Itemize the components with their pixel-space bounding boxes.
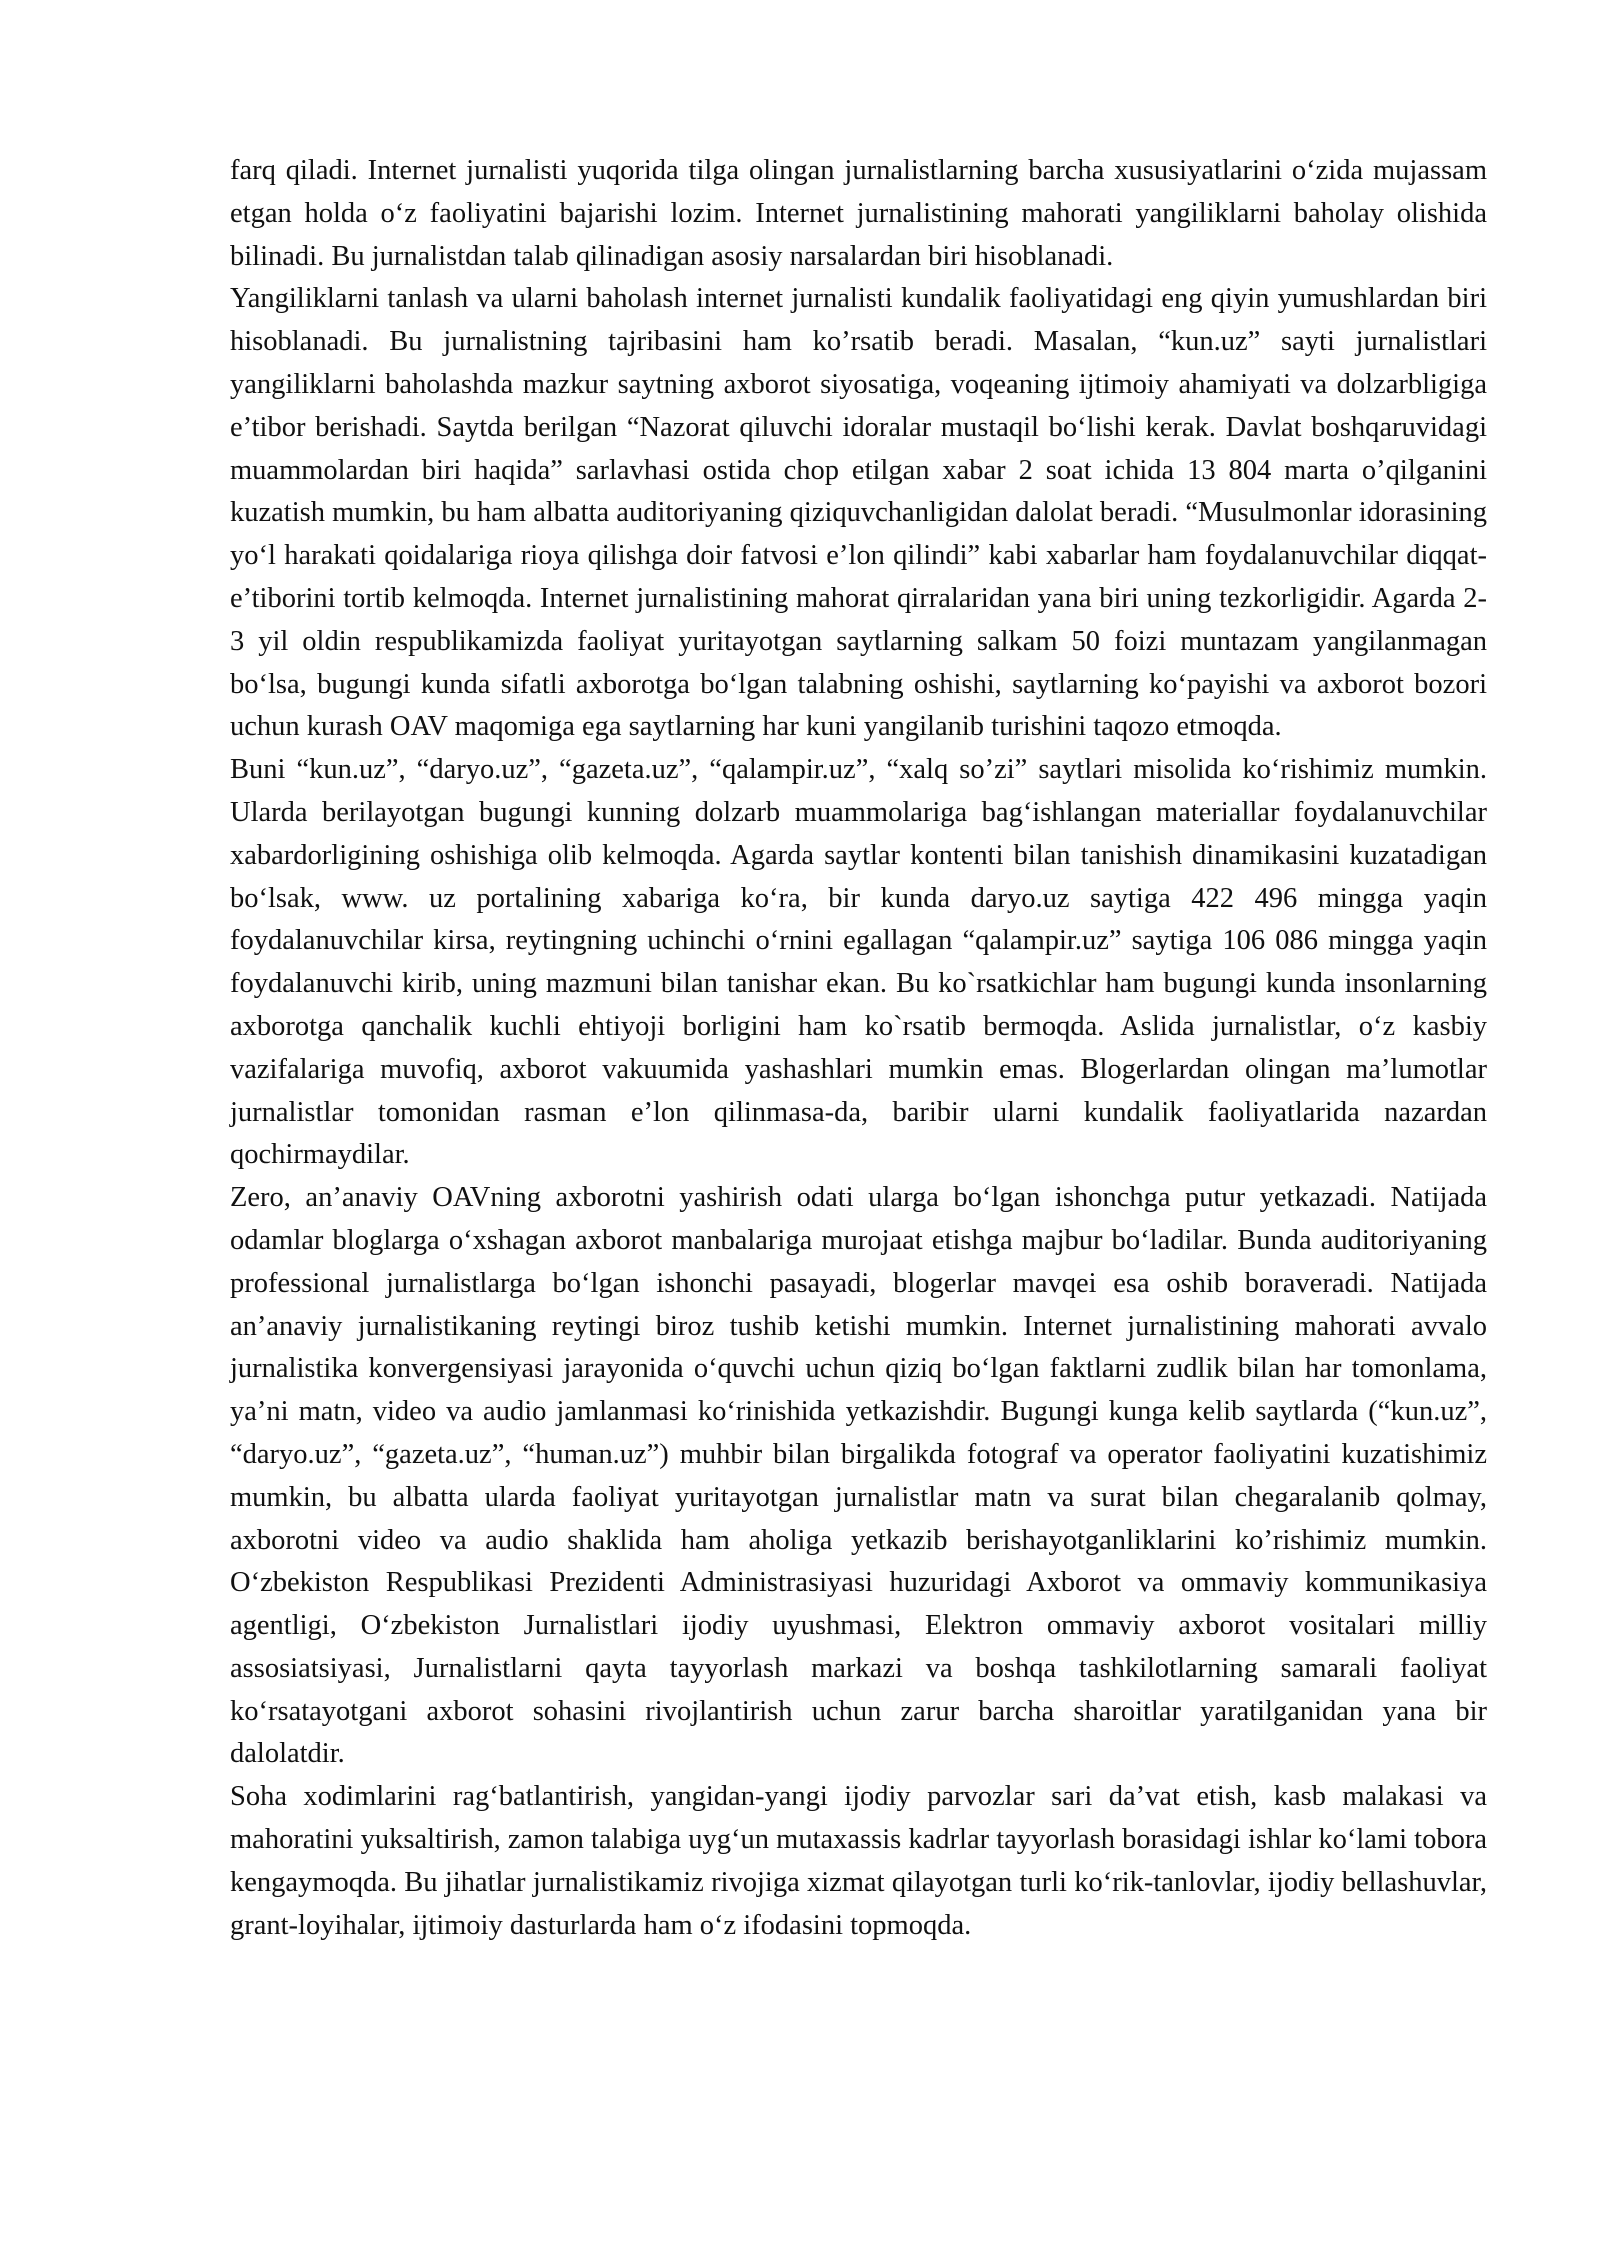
document-page: [230, 150, 1487, 1947]
paragraph-3: Buni “kun.uz”, “daryo.uz”, “gazeta.uz”, “qalampir.uz”, “xalq so’zi” saytlari misolida koʻrishimiz mumkin. Ularda berilayotgan bugungi kunning dolzarb muammolariga bagʻishlangan materiallar foydalanuvchilar xabardorligining oshishiga olib kelmoqda. Agarda saytlar kontenti bilan tanishish dinamikasini kuzatadigan boʻlsak, www. uz portalining xabariga koʻra, bir kunda daryo.uz saytiga 422 496 mingga yaqin foydalanuvchilar kirsa, reytingning uchinchi oʻrnini egallagan “qalampir.uz” saytiga 106 086 mingga yaqin foydalanuvchi kirib, uning mazmuni bilan tanishar ekan. Bu ko`rsatkichlar ham bugungi kunda insonlarning axborotga qanchalik kuchli ehtiyoji borligini ham ko`rsatib bermoqda. Aslida jurnalistlar, oʻz kasbiy vazifalariga muvofiq, axborot vakuumida yashashlari mumkin emas. Blogerlardan olingan ma’lumotlar jurnalistlar tomonidan rasman e’lon qilinmasa-da, baribir ularni kundalik faoliyatlarida nazardan qochirmaydilar.: [230, 754, 1487, 1171]
paragraph-5: Soha xodimlarini ragʻbatlantirish, yangidan-yangi ijodiy parvozlar sari da’vat etish, kasb malakasi va mahoratini yuksaltirish, zamon talabiga uygʻun mutaxassis kadrlar tayyorlash borasidagi ishlar koʻlami tobora kengaymoqda. Bu jihatlar jurnalistikamiz rivojiga xizmat qilayotgan turli koʻrik-tanlovlar, ijodiy bellashuvlar, grant-loyihalar, ijtimoiy dasturlarda ham oʻz ifodasini topmoqda.: [230, 1781, 1487, 1941]
paragraph-1: farq qiladi. Internet jurnalisti yuqorida tilga olingan jurnalistlarning barcha xususiyatlarini oʻzida mujassam etgan holda oʻz faoliyatini bajarishi lozim. Internet jurnalistining mahorati yangiliklarni baholay olishida bilinadi. Bu jurnalistdan talab qilinadigan asosiy narsalardan biri hisoblanadi.: [230, 155, 1487, 272]
paragraph-4: Zero, an’anaviy OAVning axborotni yashirish odati ularga boʻlgan ishonchga putur yetkazadi. Natijada odamlar bloglarga oʻxshagan axborot manbalariga murojaat etishga majbur boʻladilar. Bunda auditoriyaning professional jurnalistlarga boʻlgan ishonchi pasayadi, blogerlar mavqei esa oshib boraveradi. Natijada an’anaviy jurnalistikaning reytingi biroz tushib ketishi mumkin. Internet jurnalistining mahorati avvalo jurnalistika konvergensiyasi jarayonida oʻquvchi uchun qiziq boʻlgan faktlarni zudlik bilan har tomonlama, ya’ni matn, video va audio jamlanmasi koʻrinishida yetkazishdir. Bugungi kunga kelib saytlarda (“kun.uz”, “daryo.uz”, “gazeta.uz”, “human.uz”) muhbir bilan birgalikda fotograf va operator faoliyatini kuzatishimiz mumkin, bu albatta ularda faoliyat yuritayotgan jurnalistlar matn va surat bilan chegaralanib qolmay, axborotni video va audio shaklida ham aholiga yetkazib berishayotganliklarini ko’rishimiz mumkin. Oʻzbekiston Respublikasi Prezidenti Administrasiyasi huzuridagi Axborot va ommaviy kommunikasiya agentligi, Oʻzbekiston Jurnalistlari ijodiy uyushmasi, Elektron ommaviy axborot vositalari milliy assosiatsiyasi, Jurnalistlarni qayta tayyorlash markazi va boshqa tashkilotlarning samarali faoliyat koʻrsatayotgani axborot sohasini rivojlantirish uchun zarur barcha sharoitlar yaratilganidan yana bir dalolatdir.: [230, 1182, 1487, 1770]
paragraph-2: Yangiliklarni tanlash va ularni baholash internet jurnalisti kundalik faoliyatidagi eng qiyin yumushlardan biri hisoblanadi. Bu jurnalistning tajribasini ham ko’rsatib beradi. Masalan, “kun.uz” sayti jurnalistlari yangiliklarni baholashda mazkur saytning axborot siyosatiga, voqeaning ijtimoiy ahamiyati va dolzarbligiga e’tibor berishadi. Saytda berilgan “Nazorat qiluvchi idoralar mustaqil boʻlishi kerak. Davlat boshqaruvidagi muammolardan biri haqida” sarlavhasi ostida chop etilgan xabar 2 soat ichida 13 804 marta o’qilganini kuzatish mumkin, bu ham albatta auditoriyaning qiziquvchanligidan dalolat beradi. “Musulmonlar idorasining yoʻl harakati qoidalariga rioya qilishga doir fatvosi e’lon qilindi” kabi xabarlar ham foydalanuvchilar diqqat-e’tiborini tortib kelmoqda. Internet jurnalistining mahorat qirralaridan yana biri uning tezkorligidir. Agarda 2-3 yil oldin respublikamizda faoliyat yuritayotgan saytlarning salkam 50 foizi muntazam yangilanmagan boʻlsa, bugungi kunda sifatli axborotga boʻlgan talabning oshishi, saytlarning koʻpayishi va axborot bozori uchun kurash OAV maqomiga ega saytlarning har kuni yangilanib turishini taqozo etmoqda.: [230, 283, 1487, 743]
